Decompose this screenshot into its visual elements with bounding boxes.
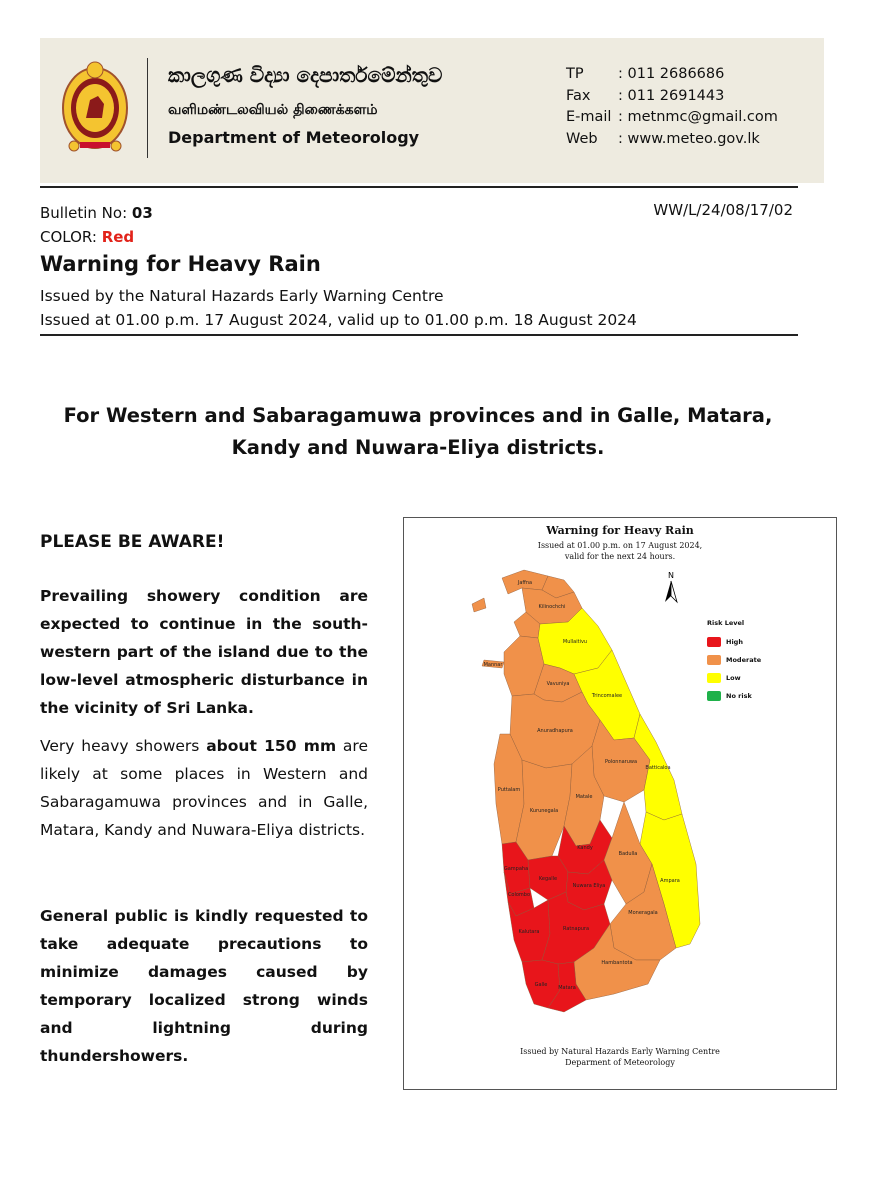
header-divider [147,58,148,158]
condition-paragraph: Prevailing showery condition are expected to continue in the south-western part of the island due to the low-level atmospheric disturbance in the vicinity of Sri Lanka. [40,587,368,717]
district-label: Anuradhapura [537,728,573,734]
contact-value: : 011 2691443 [618,87,725,104]
district-label: Kegalle [538,876,558,882]
contact-value[interactable]: : www.meteo.gov.lk [618,130,760,147]
district-label: Kilinochchi [538,604,566,610]
district-label: Hambantota [601,960,633,966]
department-name-english: Department of Meteorology [168,128,420,147]
map-footer [404,1046,836,1068]
contact-row-web [566,129,778,151]
legend-label: No risk [726,692,752,700]
national-emblem-icon [60,56,130,156]
district-label: Kandy [577,845,593,851]
district-jaffna-islands [472,598,486,612]
contact-row-fax [566,86,778,108]
map-title: Warning for Heavy Rain [546,524,694,537]
map-subtitle-line-1: Issued at 01.00 p.m. on 17 August 2024, [537,541,703,550]
advice-paragraph: General public is kindly requested to take adequate precautions to minimize damages caused by temporary localized strong winds and lightning during thundershowers. [40,907,368,1065]
rainfall-paragraph [40,732,368,844]
contact-key: Web [566,130,598,147]
district-label: Ampara [660,878,680,884]
rainfall-text-pre: Very heavy showers [40,737,207,755]
map-footer-line-2: Deparment of Meteorology [565,1058,675,1067]
bulletin-no-label: Bulletin No: [40,204,132,222]
district-label: Galle [534,982,548,988]
legend-title: Risk Level [707,619,745,627]
map-subtitle-line-2: valid for the next 24 hours. [564,552,676,561]
district-label: Matale [575,794,593,800]
warning-title: Warning for Heavy Rain [40,252,321,276]
contact-details [566,64,778,150]
color-value: Red [101,228,135,246]
district-label: Vavuniya [546,681,570,687]
affected-areas-line-2: Kandy and Nuwara-Eliya districts. [231,436,605,459]
header-rule [40,186,798,188]
district-label: Moneragala [628,910,658,916]
issued-by: Issued by the Natural Hazards Early Warning Centre [40,287,444,305]
contact-key: E-mail [566,109,612,125]
contact-value: : 011 2686686 [618,66,725,82]
district-label: Ratnapura [562,926,590,932]
district-label: Badulla [618,851,638,857]
meta-rule [40,334,798,336]
issued-info [40,284,637,332]
district-label: Colombo [507,892,531,898]
affected-areas [40,400,796,464]
district-label: Kurunegala [529,808,559,814]
contact-row-tp [566,64,778,86]
bulletin-meta [40,201,153,249]
rainfall-amount: about 150 mm [206,737,337,755]
contact-row-email [566,107,778,129]
district-label: Polonnaruwa [604,759,638,765]
north-label: N [668,571,674,580]
district-label: Mullaitivu [562,639,588,645]
contact-value[interactable]: : metnmc@gmail.com [618,109,778,125]
map-footer-line-1: Issued by Natural Hazards Early Warning Centre [520,1047,720,1056]
risk-map [403,517,837,1090]
please-be-aware-heading: PLEASE BE AWARE! [40,532,225,552]
district-label: Matara [558,985,576,991]
legend-label: Moderate [726,656,762,664]
district-label: Gampaha [503,866,529,872]
district-label: Nuwara Eliya [572,883,606,889]
district-label: Jaffna [517,580,533,586]
district-label: Mannar [483,662,503,668]
sri-lanka-map [464,564,754,1044]
legend-label: High [726,638,743,646]
district-label: Puttalam [497,787,521,793]
bulletin-no-value: 03 [131,204,153,222]
legend-label: Low [726,674,741,682]
letterhead [40,38,824,183]
rainfall-text-post: are likely at some places in Western and Sabaragamuwa provinces and in Galle, Matara, Kandy and Nuwara-Eliya districts. [40,737,368,839]
contact-key: Fax [566,87,591,104]
affected-areas-line-1: For Western and Sabaragamuwa provinces and in Galle, Matara, [63,404,773,427]
district-label: Kalutara [518,929,540,935]
department-name-sinhala: කාලගුණ විද්‍යා දෙපාර්තමේන්තුව [168,63,443,87]
district-label: Batticaloa [645,765,671,771]
color-label: COLOR: [40,228,102,246]
department-name-tamil: வளிமண்டலவியல் திணைக்களம் [168,102,378,118]
map-subtitle [404,540,836,562]
district-label: Trincomalee [591,693,623,699]
contact-key: TP [566,66,584,82]
issued-at: Issued at 01.00 p.m. 17 August 2024, valid up to 01.00 p.m. 18 August 2024 [40,311,637,329]
bulletin-reference: WW/L/24/08/17/02 [653,201,793,219]
